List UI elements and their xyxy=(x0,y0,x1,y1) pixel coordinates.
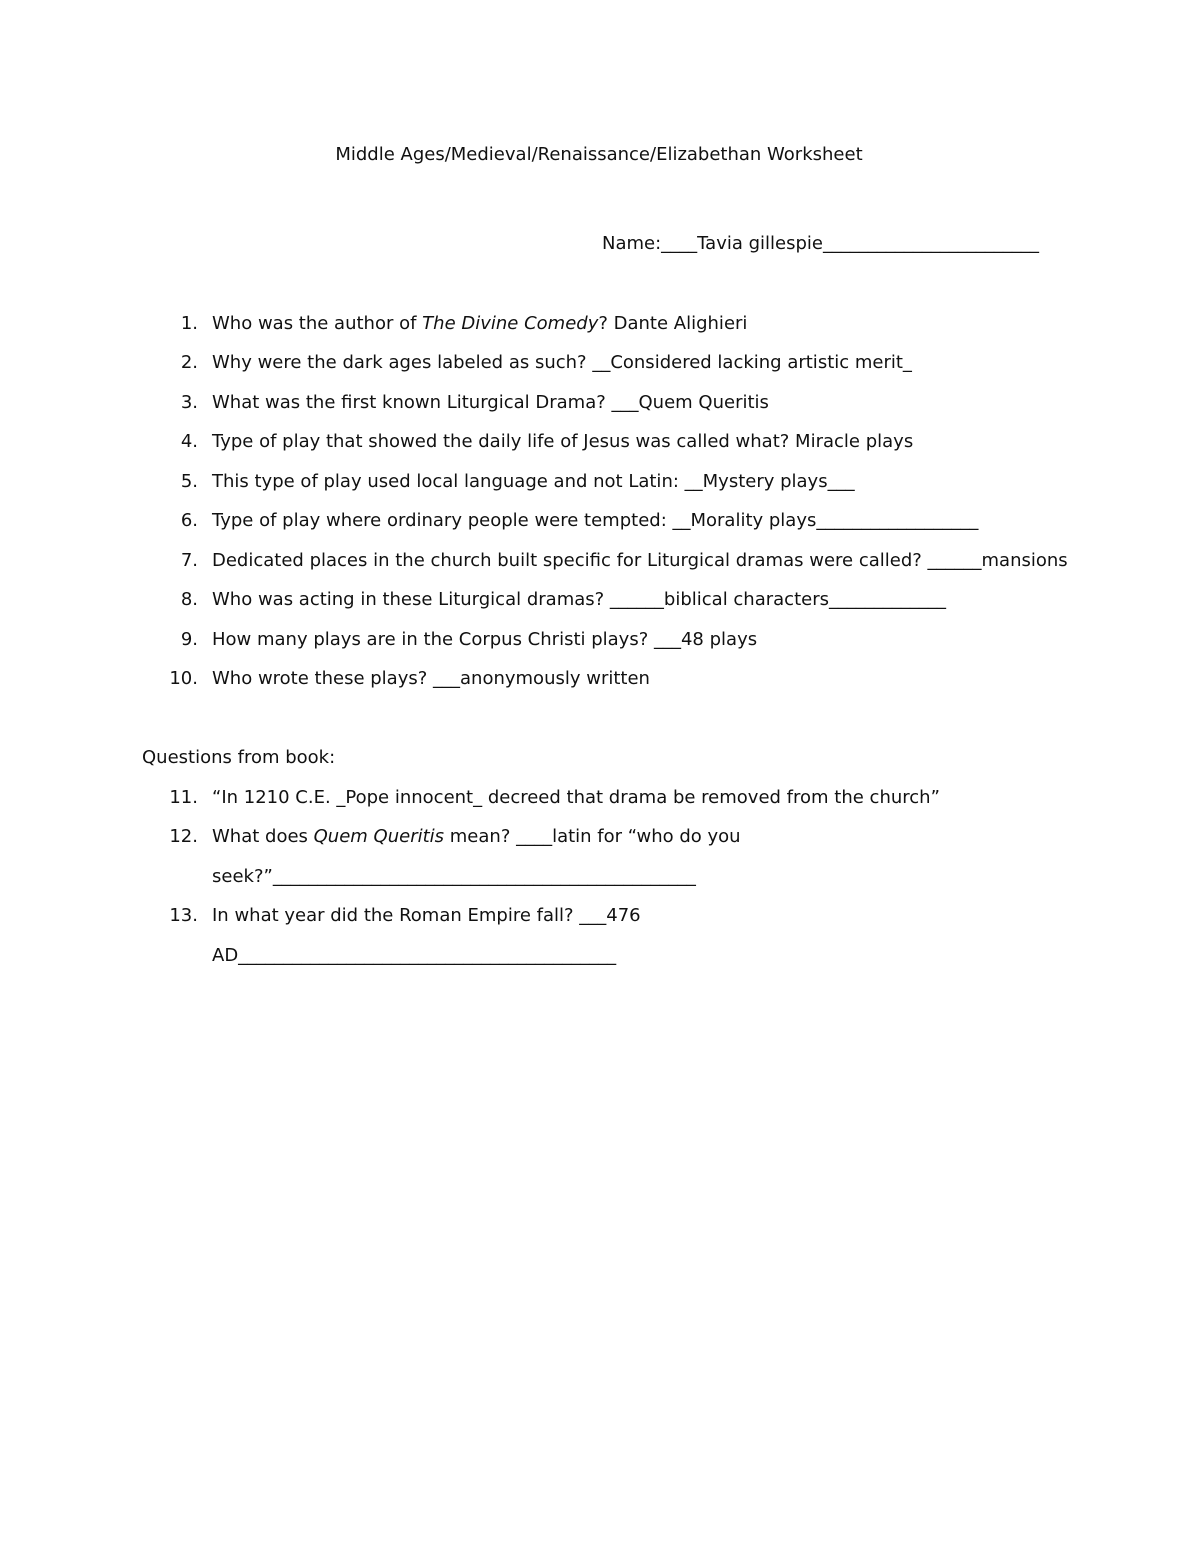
question-text: Dedicated places in the church built specific for Liturgical dramas were called? ______mansions xyxy=(212,550,1068,571)
question-text: Who was acting in these Liturgical dramas? ______biblical characters_____________ xyxy=(212,589,946,610)
question-number: 8. xyxy=(180,589,198,610)
question-number: 7. xyxy=(180,550,198,571)
question-number: 1. xyxy=(180,313,198,334)
section-heading: Questions from book: xyxy=(142,747,336,768)
question-number: 10. xyxy=(169,668,198,689)
question-text: “In 1210 C.E. _Pope innocent_ decreed that drama be removed from the church” xyxy=(212,787,940,808)
question-text: Type of play that showed the daily life of Jesus was called what? Miracle plays xyxy=(212,431,914,452)
question-number: 3. xyxy=(180,392,198,413)
question-text: AD__________________________________________ xyxy=(212,945,617,966)
question-number: 9. xyxy=(180,629,198,650)
question-number: 2. xyxy=(180,352,198,373)
question-number: 4. xyxy=(180,431,198,452)
name-field: Name:____Tavia gillespie________________________ xyxy=(602,233,1040,254)
question-text: Who was the author of The Divine Comedy? Dante Alighieri xyxy=(212,313,748,334)
question-number: 12. xyxy=(169,826,198,847)
question-text: In what year did the Roman Empire fall? ___476 xyxy=(212,905,641,926)
question-text: seek?”_______________________________________________ xyxy=(212,866,696,887)
question-number: 6. xyxy=(180,510,198,531)
latin-term: Quem Queritis xyxy=(313,826,445,847)
book-title: The Divine Comedy xyxy=(422,313,599,334)
question-text: Why were the dark ages labeled as such? __Considered lacking artistic merit_ xyxy=(212,352,912,373)
question-number: 13. xyxy=(169,905,198,926)
page-title: Middle Ages/Medieval/Renaissance/Elizabethan Worksheet xyxy=(335,144,863,165)
question-text: How many plays are in the Corpus Christi plays? ___48 plays xyxy=(212,629,758,650)
question-number: 5. xyxy=(180,471,198,492)
question-text: What was the first known Liturgical Drama? ___Quem Queritis xyxy=(212,392,769,413)
question-text: Who wrote these plays? ___anonymously written xyxy=(212,668,650,689)
question-text: What does Quem Queritis mean? ____latin for “who do you xyxy=(212,826,741,847)
question-number: 11. xyxy=(169,787,198,808)
question-text: This type of play used local language and not Latin: __Mystery plays___ xyxy=(212,471,855,492)
question-text: Type of play where ordinary people were tempted: __Morality plays__________________ xyxy=(212,510,979,531)
